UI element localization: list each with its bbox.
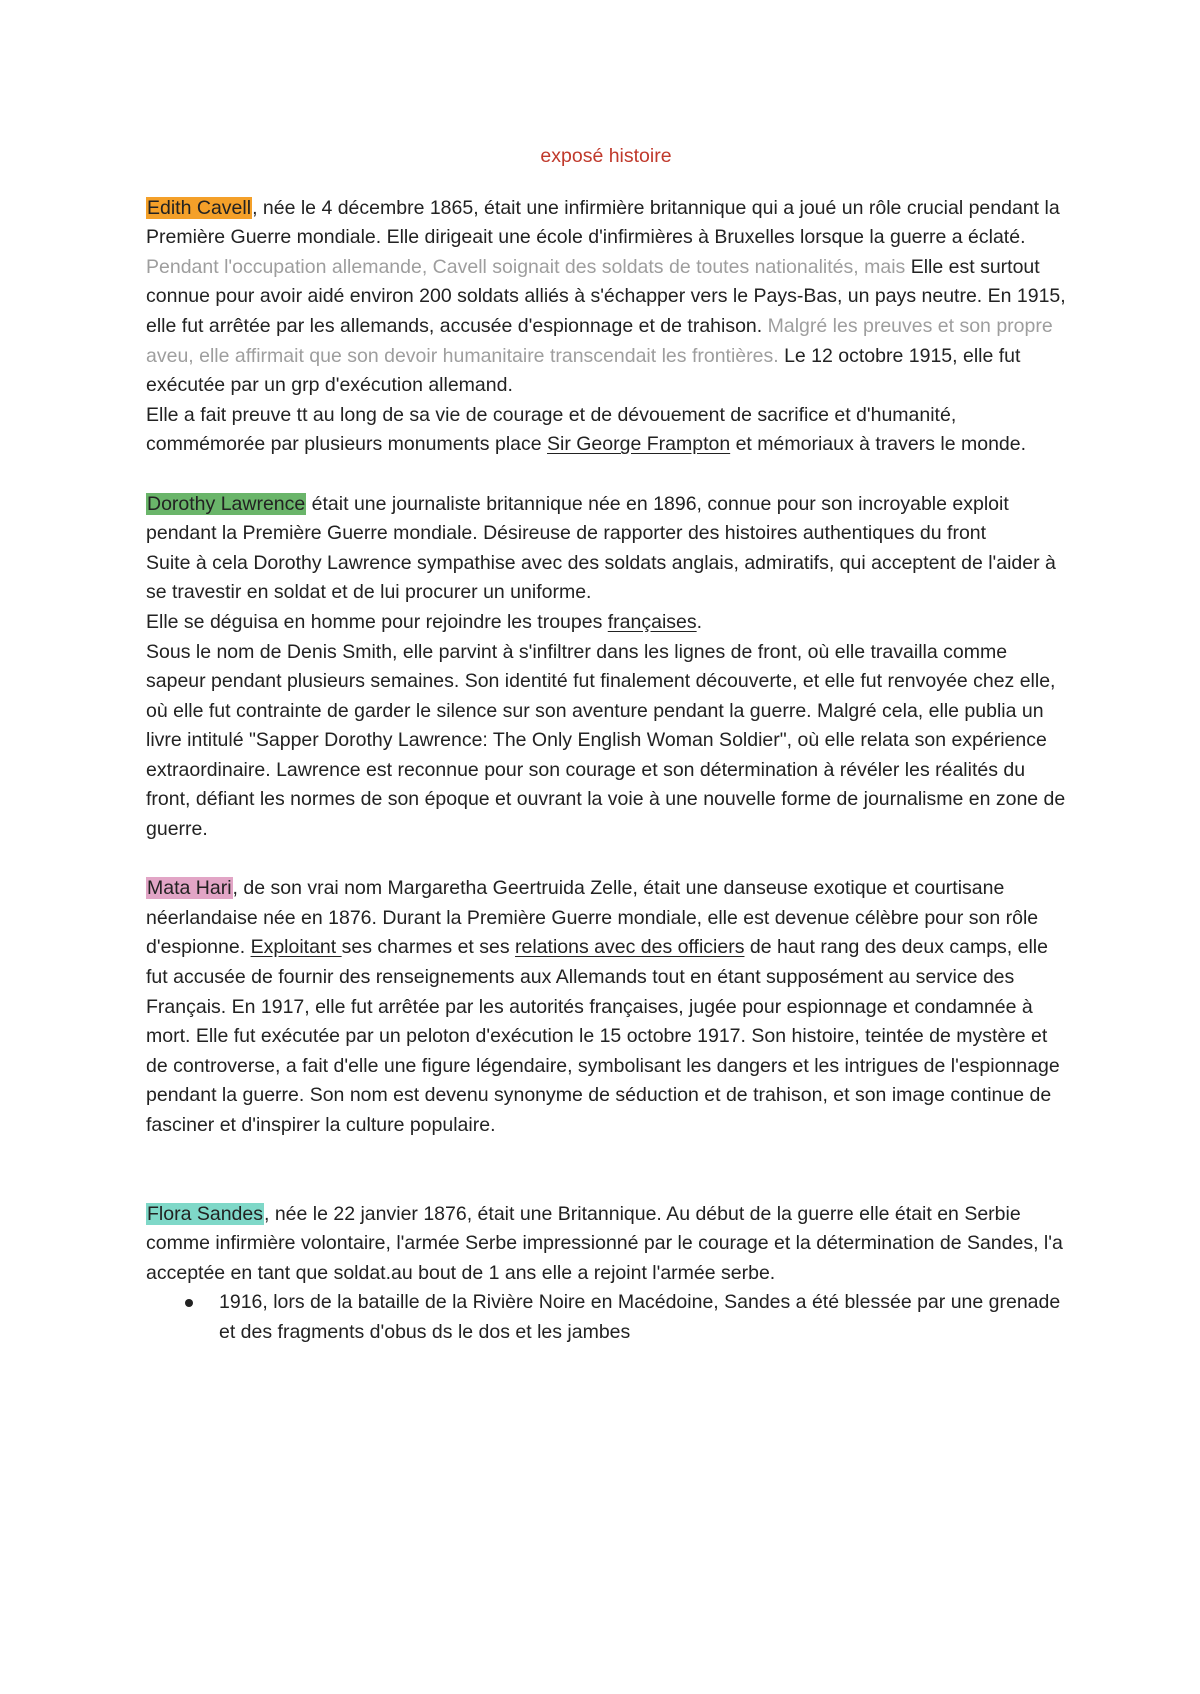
cavell-p2-text-a: Elle a fait preuve tt au long de sa vie de courage et de dévouement de sacrifice et d'humanité, commémorée par plusieurs monuments place	[146, 403, 957, 456]
highlight-edith-cavell: Edith Cavell	[147, 196, 252, 219]
mata-paragraph-1	[146, 874, 1066, 1140]
highlight-flora-sandes: Flora Sandes	[147, 1202, 263, 1225]
mata-text-c: de haut rang des deux camps, elle fut accusée de fournir des renseignements aux Allemands tout en étant supposément au service des Français. En 1917, elle fut arrêtée par les autorités françaises, jugée pour espionnage et condamnée à mort. Elle fut exécutée par un peloton d'exécution le 15 octobre 1917. Son histoire, teintée de mystère et de controverse, a fait d'elle une figure légendaire, symbolisant les dangers et les intrigues de l'espionnage pendant la guerre. Son nom est devenu synonyme de séduction et de trahison, et son image continue de fasciner et d'inspirer la culture populaire.	[146, 936, 1060, 1136]
cavell-p2-text-b: et mémoriaux à travers le monde.	[730, 433, 1027, 456]
paragraph-spacer	[146, 460, 1066, 490]
lawrence-p3-text-a: Elle se déguisa en homme pour rejoindre les troupes	[146, 610, 608, 633]
cavell-paragraph-1	[146, 194, 1066, 401]
lawrence-paragraph-2: Suite à cela Dorothy Lawrence sympathise avec des soldats anglais, admiratifs, qui acceptent de l'aider à se travestir en soldat et de lui procurer un uniforme.	[146, 551, 1056, 604]
highlight-dorothy-lawrence: Dorothy Lawrence	[147, 492, 306, 515]
cavell-faded-text-1: Pendant l'occupation allemande, Cavell soignait des soldats de toutes nationalités, mais	[146, 255, 911, 278]
underlined-relations-avec-des-officiers: relations avec des officiers	[515, 936, 745, 959]
paragraph-spacer-double	[146, 1141, 1066, 1200]
underlined-exploitant: Exploitant	[250, 936, 342, 959]
mata-text-a: , de son vrai nom Margaretha Geertruida Zelle, était une danseuse exotique et courtisane néerlandaise née en 1876. Durant la Première Guerre mondiale, elle est devenue célèbre pour son rôle d'espionne.	[146, 877, 1039, 959]
lawrence-paragraph-3	[146, 608, 1066, 638]
highlight-mata-hari: Mata Hari	[147, 877, 232, 900]
document-title: exposé histoire	[540, 145, 672, 167]
lawrence-paragraph-1	[146, 490, 1066, 549]
sandes-p1-text: , née le 22 janvier 1876, était une Britannique. Au début de la guerre elle était en Serbie comme infirmière volontaire, l'armée Serbe impressionné par le courage et la détermination de Sandes, l'a acceptée en tant que soldat.au bout de 1 ans elle a rejoint l'armée serbe.	[146, 1202, 1063, 1284]
lawrence-p3-text-b: .	[696, 610, 703, 633]
cavell-text-a: , née le 4 décembre 1865, était une infirmière britannique qui a joué un rôle crucial pendant la Première Guerre mondiale. Elle dirigeait une école d'infirmières à Bruxelles lorsque la guerre a éclaté.	[146, 196, 1060, 249]
underlined-francaises: françaises	[607, 610, 697, 633]
paragraph-spacer	[146, 845, 1066, 875]
mata-text-b: ses charmes et ses	[341, 936, 516, 959]
lawrence-p1-text: était une journaliste britannique née en 1896, connue pour son incroyable exploit pendant la Première Guerre mondiale. Désireuse de rapporter des histoires authentiques du front	[146, 492, 1009, 545]
cavell-paragraph-2	[146, 401, 1066, 460]
list-item: 1916, lors de la bataille de la Rivière Noire en Macédoine, Sandes a été blessée par une grenade et des fragments d'obus ds le dos et les jambes	[219, 1288, 1066, 1347]
document-body	[146, 142, 1066, 1348]
sandes-paragraph-1	[146, 1200, 1066, 1289]
lawrence-paragraph-4: Sous le nom de Denis Smith, elle parvint à s'infiltrer dans les lignes de front, où elle travailla comme sapeur pendant plusieurs semaines. Son identité fut finalement découverte, et elle fut renvoyée chez elle, où elle fut contrainte de garder le silence sur son aventure pendant la guerre. Malgré cela, elle publia un livre intitulé "Sapper Dorothy Lawrence: The Only English Woman Soldier", où elle relata son expérience extraordinaire. Lawrence est reconnue pour son courage et son détermination à révéler les réalités du front, défiant les normes de son époque et ouvrant la voie à une nouvelle forme de journalisme en zone de guerre.	[146, 640, 1066, 841]
cavell-text-e: Le 12 octobre 1915, elle fut exécutée par un grp d'exécution allemand.	[146, 344, 1021, 397]
cavell-faded-text-2: Malgré les preuves et son propre aveu, elle affirmait que son devoir humanitaire transcendait les frontières.	[146, 314, 1053, 367]
sandes-bullet-list	[146, 1288, 1066, 1347]
cavell-text-c: Elle est surtout connue pour avoir aidé environ 200 soldats alliés à s'échapper vers le Pays-Bas, un pays neutre. En 1915, elle fut arrêtée par les allemands, accusée d'espionnage et de trahison.	[146, 255, 1066, 337]
link-sir-george-frampton[interactable]: Sir George Frampton	[547, 433, 731, 456]
